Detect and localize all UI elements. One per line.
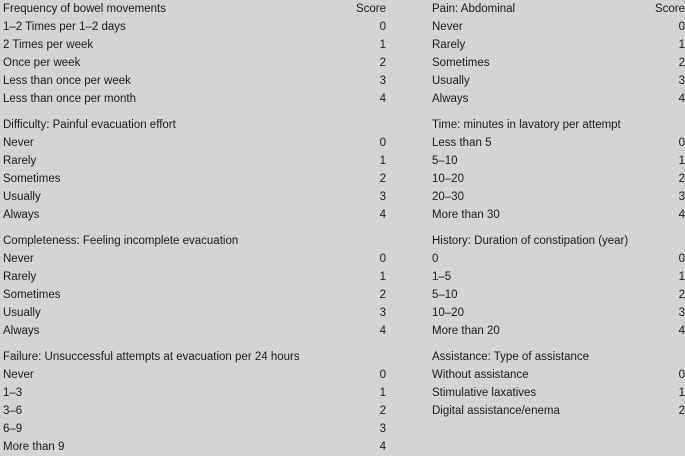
row-label: 1–5 <box>432 271 452 283</box>
row-label: Rarely <box>432 39 466 51</box>
section-title: Pain: Abdominal <box>432 3 516 15</box>
row-score: 4 <box>379 441 386 453</box>
row-label: Always <box>3 325 40 337</box>
section-completeness <box>3 232 387 340</box>
row-label: Once per week <box>3 57 81 69</box>
section-header <box>3 348 387 366</box>
row-score: 0 <box>379 369 386 381</box>
row-score: 0 <box>379 21 386 33</box>
table-row <box>3 206 387 224</box>
section-spacer <box>432 224 685 232</box>
table-row <box>3 268 387 286</box>
table-row <box>432 366 685 384</box>
table-row <box>3 188 387 206</box>
table-row <box>432 206 685 224</box>
row-score: 3 <box>678 307 685 319</box>
row-label: Rarely <box>3 155 37 167</box>
row-score: 1 <box>678 155 685 167</box>
row-score: 1 <box>678 387 685 399</box>
row-score: 3 <box>678 75 685 87</box>
table-row <box>3 54 387 72</box>
row-label: More than 30 <box>432 209 500 221</box>
table-row <box>3 366 387 384</box>
section-header <box>432 348 685 366</box>
row-label: More than 20 <box>432 325 500 337</box>
row-label: Never <box>3 253 34 265</box>
row-label: Stimulative laxatives <box>432 387 537 399</box>
row-score: 1 <box>678 271 685 283</box>
section-spacer <box>432 340 685 348</box>
row-score: 2 <box>678 289 685 301</box>
row-label: Less than once per month <box>3 93 136 105</box>
table-row <box>3 438 387 456</box>
row-score: 0 <box>678 253 685 265</box>
row-score: 0 <box>379 137 386 149</box>
section-header <box>3 232 387 250</box>
section-spacer <box>3 224 387 232</box>
table-row <box>3 250 387 268</box>
table-row <box>432 18 685 36</box>
row-label: More than 9 <box>3 441 65 453</box>
table-row <box>432 250 685 268</box>
row-score: 4 <box>379 325 386 337</box>
row-score: 0 <box>678 369 685 381</box>
row-label: Less than 5 <box>432 137 492 149</box>
row-score: 0 <box>379 253 386 265</box>
section-history <box>432 232 685 340</box>
row-score: 0 <box>678 21 685 33</box>
section-pain <box>432 0 685 108</box>
row-label: Without assistance <box>432 369 529 381</box>
row-score: 2 <box>379 289 386 301</box>
row-label: Rarely <box>3 271 37 283</box>
row-score: 3 <box>379 307 386 319</box>
row-label: Less than once per week <box>3 75 131 87</box>
row-label: Always <box>3 209 40 221</box>
row-score: 1 <box>678 39 685 51</box>
row-score: 1 <box>379 39 386 51</box>
table-row <box>432 152 685 170</box>
row-score: 0 <box>678 137 685 149</box>
table-row <box>3 18 387 36</box>
row-score: 1 <box>379 387 386 399</box>
table-row <box>432 268 685 286</box>
row-label: 10–20 <box>432 307 464 319</box>
row-label: 5–10 <box>432 289 458 301</box>
row-label: 2 Times per week <box>3 39 94 51</box>
table-row <box>432 72 685 90</box>
row-label: Sometimes <box>3 289 61 301</box>
section-assistance <box>432 348 685 420</box>
section-header <box>432 232 685 250</box>
row-score: 3 <box>379 191 386 203</box>
section-header <box>3 0 387 18</box>
row-score: 4 <box>678 93 685 105</box>
section-spacer <box>432 108 685 116</box>
row-score: 4 <box>678 325 685 337</box>
row-label: 0 <box>432 253 439 265</box>
section-title: Assistance: Type of assistance <box>432 351 590 363</box>
section-time <box>432 116 685 224</box>
table-row <box>3 384 387 402</box>
table-row <box>3 304 387 322</box>
table-row <box>432 36 685 54</box>
section-title: Difficulty: Painful evacuation effort <box>3 119 176 131</box>
section-title: Time: minutes in lavatory per attempt <box>432 119 621 131</box>
row-label: 1–3 <box>3 387 23 399</box>
row-score: 2 <box>379 405 386 417</box>
row-score: 2 <box>379 173 386 185</box>
row-score: 3 <box>379 75 386 87</box>
score-header: Score <box>355 3 386 15</box>
section-spacer <box>3 340 387 348</box>
section-frequency-of-bowel-movements <box>3 0 387 108</box>
row-score: 2 <box>678 173 685 185</box>
row-score: 2 <box>678 57 685 69</box>
table-row <box>432 402 685 420</box>
row-label: Usually <box>3 307 41 319</box>
section-spacer <box>3 108 387 116</box>
row-label: 3–6 <box>3 405 23 417</box>
table-row <box>432 304 685 322</box>
table-row <box>3 322 387 340</box>
table-row <box>432 188 685 206</box>
row-label: 10–20 <box>432 173 464 185</box>
row-score: 1 <box>379 271 386 283</box>
row-label: Usually <box>3 191 41 203</box>
section-title: Failure: Unsuccessful attempts at evacuation per 24 hours <box>3 351 300 363</box>
section-header <box>432 0 685 18</box>
table-row <box>3 170 387 188</box>
table-row <box>3 152 387 170</box>
row-label: Never <box>432 21 463 33</box>
table-row <box>432 90 685 108</box>
row-score: 4 <box>379 93 386 105</box>
section-header <box>3 116 387 134</box>
table-row <box>3 36 387 54</box>
table-row <box>432 170 685 188</box>
right-column <box>432 0 685 420</box>
left-column <box>3 0 387 456</box>
row-label: Digital assistance/enema <box>432 405 560 417</box>
row-score: 3 <box>379 423 386 435</box>
table-row <box>3 286 387 304</box>
table-row <box>432 286 685 304</box>
section-header <box>432 116 685 134</box>
score-header: Score <box>654 3 685 15</box>
row-label: 6–9 <box>3 423 23 435</box>
row-label: 20–30 <box>432 191 464 203</box>
row-label: 5–10 <box>432 155 458 167</box>
section-title: History: Duration of constipation (year) <box>432 235 629 247</box>
row-label: Usually <box>432 75 470 87</box>
section-difficulty <box>3 116 387 224</box>
row-label: Sometimes <box>3 173 61 185</box>
row-score: 2 <box>678 405 685 417</box>
row-score: 4 <box>678 209 685 221</box>
table-row <box>3 72 387 90</box>
row-score: 1 <box>379 155 386 167</box>
row-label: Never <box>3 137 34 149</box>
table-row <box>3 420 387 438</box>
row-label: 1–2 Times per 1–2 days <box>3 21 126 33</box>
table-row <box>432 384 685 402</box>
table-row <box>432 134 685 152</box>
row-score: 3 <box>678 191 685 203</box>
row-label: Sometimes <box>432 57 490 69</box>
table-row <box>3 134 387 152</box>
row-label: Always <box>432 93 469 105</box>
table-row <box>432 54 685 72</box>
table-row <box>3 90 387 108</box>
row-score: 2 <box>379 57 386 69</box>
table-row <box>3 402 387 420</box>
row-score: 4 <box>379 209 386 221</box>
section-title: Frequency of bowel movements <box>3 3 166 15</box>
table-row <box>432 322 685 340</box>
row-label: Never <box>3 369 34 381</box>
section-title: Completeness: Feeling incomplete evacuation <box>3 235 239 247</box>
section-failure <box>3 348 387 456</box>
